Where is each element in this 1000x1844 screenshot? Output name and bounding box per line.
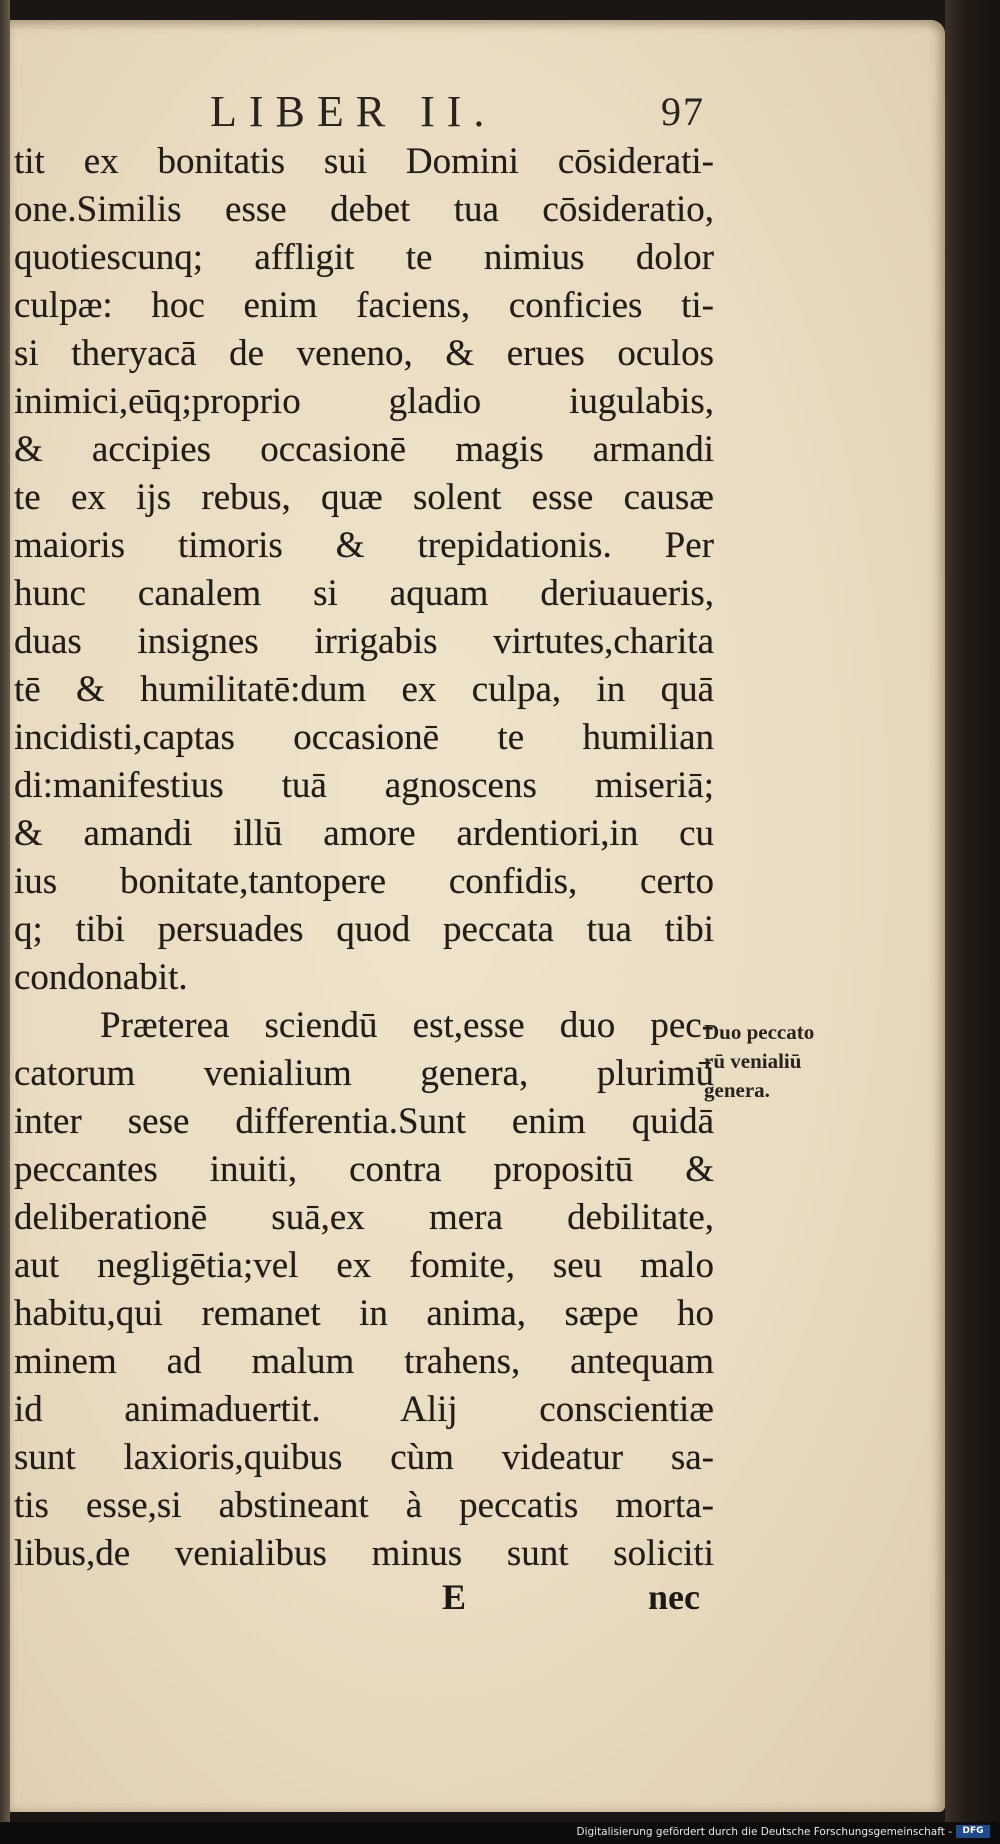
text-line: catorum venialium genera, plurimū — [14, 1053, 714, 1094]
text-line: inter sese differentia.Sunt enim quidā — [14, 1101, 714, 1142]
marginal-note-line: Duo peccato — [704, 1020, 815, 1044]
text-line: maioris timoris & trepidationis. Per — [14, 525, 714, 566]
text-line: culpæ: hoc enim faciens, conficies ti- — [14, 285, 714, 326]
text-line: id animaduertit. Alij conscientiæ — [14, 1389, 714, 1430]
text-line: q; tibi persuades quod peccata tua tibi — [14, 909, 714, 950]
text-line: deliberationē suā,ex mera debilitate, — [14, 1197, 714, 1238]
text-line: ius bonitate,tantopere confidis, certo — [14, 861, 714, 902]
text-line: tē & humilitatē:dum ex culpa, in quā — [14, 669, 714, 710]
digitization-credit: Digitalisierung gefördert durch die Deutsche Forschungsgemeinschaft - — [576, 1826, 952, 1838]
text-line: tit ex bonitatis sui Domini cōsiderati- — [14, 141, 714, 182]
text-line: inimici,eūq;proprio gladio iugulabis, — [14, 381, 714, 422]
page-header — [210, 86, 705, 136]
text-line: te ex ijs rebus, quæ solent esse causæ — [14, 477, 714, 518]
text-line: & amandi illū amore ardentiori,in cu — [14, 813, 714, 854]
text-line: & accipies occasionē magis armandi — [14, 429, 714, 470]
text-line: quotiescunq; affligit te nimius dolor — [14, 237, 714, 278]
text-line: di:manifestius tuā agnoscens miseriā; — [14, 765, 714, 806]
marginal-note — [704, 1018, 884, 1105]
text-line: Præterea sciendū est,esse duo pec- — [100, 1005, 714, 1046]
marginal-note-line: rū venialiū — [704, 1049, 802, 1073]
text-line: si theryacā de veneno, & erues oculos — [14, 333, 714, 374]
text-line: habitu,qui remanet in anima, sæpe ho — [14, 1293, 714, 1334]
running-head: LIBER II. — [210, 87, 497, 136]
dfg-logo: DFG — [956, 1825, 990, 1838]
text-line: tis esse,si abstineant à peccatis morta- — [14, 1485, 714, 1526]
marginal-note-line: genera. — [704, 1078, 770, 1102]
scan-background — [945, 0, 1000, 1844]
page-number: 97 — [661, 89, 705, 134]
text-line: libus,de venialibus minus sunt soliciti — [14, 1533, 714, 1574]
text-line: peccantes inuiti, contra propositū & — [14, 1149, 714, 1190]
text-line: minem ad malum trahens, antequam — [14, 1341, 714, 1382]
text-line: condonabit. — [14, 957, 188, 998]
text-line: aut negligētia;vel ex fomite, seu malo — [14, 1245, 714, 1286]
catchword: nec — [648, 1577, 700, 1617]
text-line: one.Similis esse debet tua cōsideratio, — [14, 189, 714, 230]
book-spine-edge — [0, 0, 10, 1844]
signature-mark: E — [442, 1577, 467, 1617]
text-line: incidisti,captas occasionē te humilian — [14, 717, 714, 758]
page-foot — [14, 1576, 700, 1626]
body-text — [14, 138, 714, 1578]
text-line: duas insignes irrigabis virtutes,charita — [14, 621, 714, 662]
text-line: hunc canalem si aquam deriuaueris, — [14, 573, 714, 614]
text-line: sunt laxioris,quibus cùm videatur sa- — [14, 1437, 714, 1478]
